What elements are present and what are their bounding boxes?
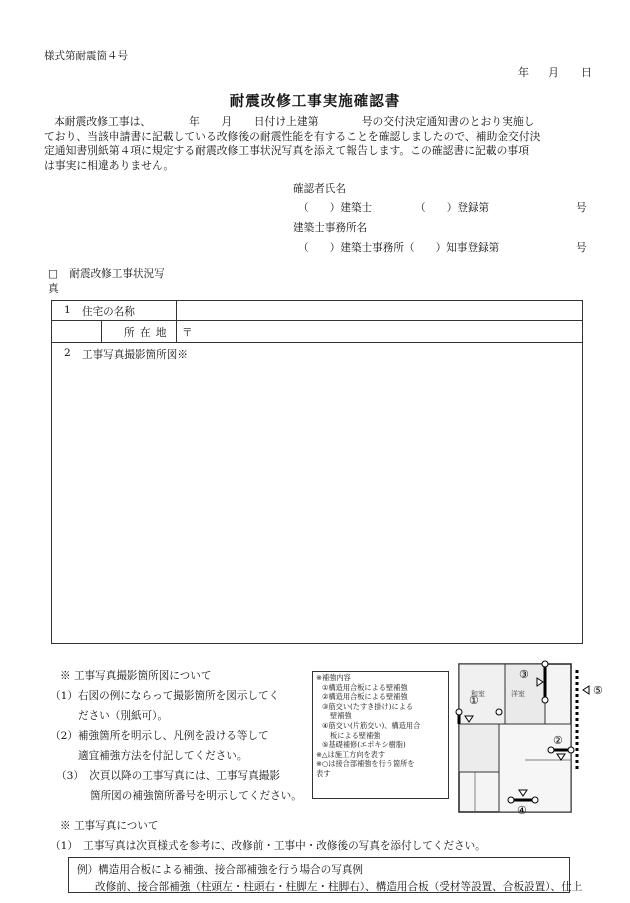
plan-marker-5: ⑤ bbox=[593, 684, 603, 697]
legend-item-4b: 板による壁補強 bbox=[330, 730, 381, 740]
checkbox-label-continued: 真 bbox=[48, 283, 59, 295]
legend-item-2: ②構造用合板による壁補強 bbox=[322, 692, 408, 702]
legend-title: ※補強内容 bbox=[316, 673, 351, 682]
plan-marker-2: ② bbox=[553, 734, 563, 747]
row1-number: 1 bbox=[64, 304, 71, 316]
registration-number-suffix: 号 bbox=[576, 202, 587, 214]
note-2b: 適宜補強方法を付記してください。 bbox=[78, 750, 248, 762]
legend-item-3b: 壁補強 bbox=[330, 711, 352, 721]
reinforcement-legend bbox=[312, 671, 449, 799]
photos-item-1: （1） 工事写真は次頁様式を参考に、改修前・工事中・改修後の写真を添付してください。 bbox=[50, 840, 486, 852]
plan-marker-1: ① bbox=[469, 694, 479, 707]
info-table bbox=[51, 300, 583, 644]
body-line-4: は事実に相違ありません。 bbox=[44, 158, 175, 172]
legend-note-triangle: ※△は施工方向を表す bbox=[316, 749, 386, 759]
form-number: 様式第耐震箇４号 bbox=[44, 50, 128, 62]
legend-note-circle: ※○は接合部補強を行う箇所を bbox=[316, 759, 415, 769]
registration-field[interactable]: （ ）登録第 bbox=[415, 202, 490, 214]
photo-checkbox-row[interactable] bbox=[48, 266, 165, 281]
legend-item-4: ④筋交い(片筋交い)、構造用合 bbox=[322, 720, 421, 730]
legend-item-3: ③筋交い(たすき掛け)による bbox=[322, 701, 414, 711]
plan-room-western: 洋室 bbox=[511, 690, 525, 698]
example-title: 例）構造用合板による補強、接合部補強を行う場合の写真例 bbox=[77, 864, 364, 876]
office-name-label: 建築士事務所名 bbox=[293, 222, 368, 234]
table-row-house-name bbox=[52, 301, 582, 321]
date-day-label: 日 bbox=[581, 66, 592, 79]
floor-plan-diagram bbox=[455, 660, 615, 820]
postal-mark[interactable]: 〒 bbox=[182, 327, 193, 339]
row2-label: 所 在 地 bbox=[124, 327, 168, 339]
legend-note-circle-cont: 表す bbox=[316, 768, 331, 778]
legend-item-5: ⑤基礎補修(エポキシ樹脂) bbox=[322, 740, 406, 750]
body-paragraph bbox=[44, 115, 592, 173]
note-2a: （2）補強箇所を明示し、凡例を設ける等して bbox=[50, 730, 269, 742]
date-month-label: 月 bbox=[548, 66, 559, 79]
note-1b: ださい（別紙可）。 bbox=[78, 710, 169, 722]
office-number-suffix: 号 bbox=[576, 242, 587, 254]
body-line-2: ており、当該申請書に記載している改修後の耐震性能を有することを確認しましたので、補助金交付決 bbox=[44, 129, 541, 143]
body-line-1: 本耐震改修工事は、 年 月 日付け上建第 号の交付決定通知書のとおり実施し bbox=[54, 115, 535, 128]
notes-heading: ※ 工事写真撮影箇所図について bbox=[60, 670, 212, 682]
note-3b: 箇所図の補強箇所番号を明示してください。 bbox=[90, 790, 302, 802]
row3-label: 工事写真撮影箇所図※ bbox=[82, 349, 188, 361]
plan-marker-3: ③ bbox=[519, 668, 529, 681]
row1-label: 住宅の名称 bbox=[82, 306, 135, 318]
table-row-address bbox=[52, 321, 582, 343]
date-year-label: 年 bbox=[518, 66, 529, 79]
checkbox[interactable]: □ bbox=[48, 268, 59, 280]
legend-item-1: ①構造用合板による壁補強 bbox=[322, 682, 408, 692]
document-title: 耐震改修工事実施確認書 bbox=[229, 93, 401, 110]
architect-class-field[interactable]: （ ）建築士 bbox=[298, 202, 373, 214]
row3-number: 2 bbox=[64, 347, 71, 359]
checkbox-label: 耐震改修工事状況写 bbox=[69, 268, 165, 280]
note-1a: （1）右図の例にならって撮影箇所を図示してく bbox=[50, 690, 280, 702]
plan-room-japanese: 和室 bbox=[471, 690, 485, 698]
plan-marker-4: ④ bbox=[517, 804, 527, 817]
example-line: 改修前、接合部補強（柱頭左・柱頭右・柱脚左・柱脚右）、構造用合板（受材等設置、合板設置）、仕上 bbox=[95, 881, 583, 893]
office-registration-field[interactable]: （ ）建築士事務所（ ）知事登録第 bbox=[298, 242, 500, 254]
note-3a: （3） 次頁以降の工事写真には、工事写真撮影 bbox=[56, 770, 280, 782]
photos-heading: ※ 工事写真について bbox=[60, 820, 159, 832]
body-line-3: 定通知書別紙第４項に規定する耐震改修工事状況写真を添えて報告します。この確認書に記載の事項 bbox=[44, 144, 529, 157]
confirmer-name-label: 確認者氏名 bbox=[293, 183, 346, 195]
photo-example-box bbox=[68, 857, 583, 893]
